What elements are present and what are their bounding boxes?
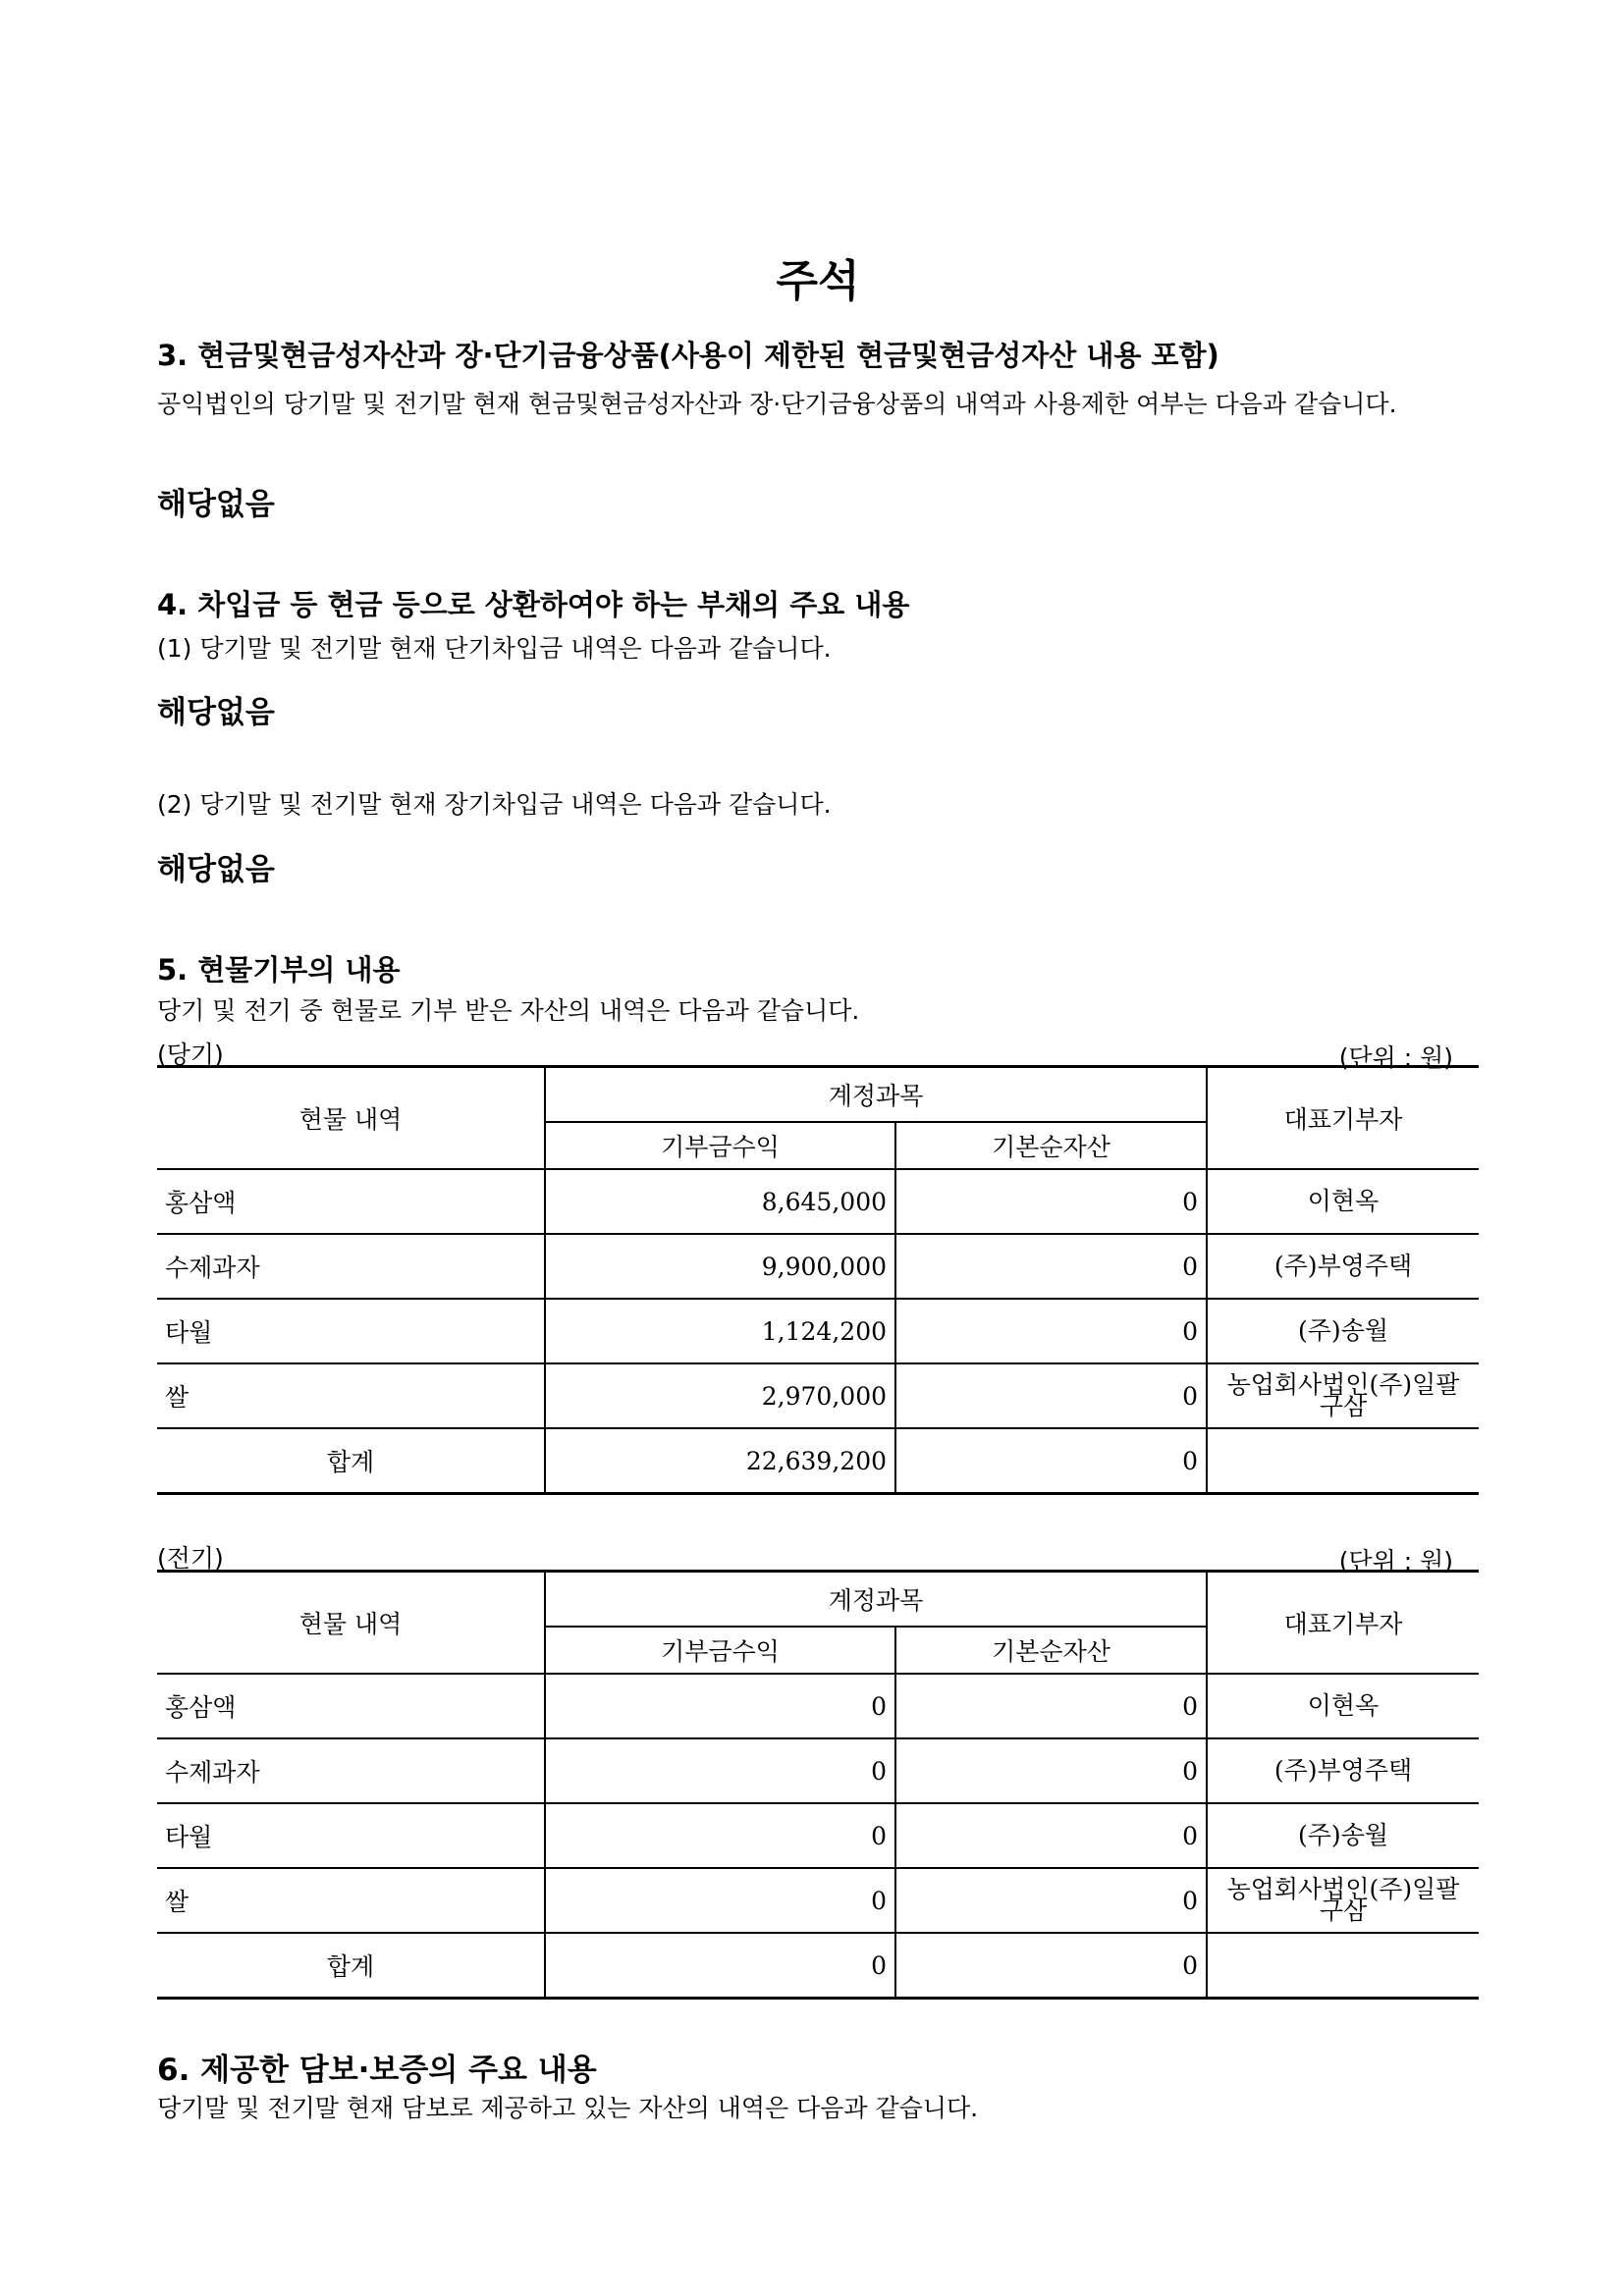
cell-income: 9,900,000 xyxy=(545,1234,895,1299)
total-row xyxy=(157,1428,1479,1494)
page-title: 주석 xyxy=(776,256,860,306)
cell-net: 0 xyxy=(895,1299,1207,1363)
cell-total-income: 22,639,200 xyxy=(545,1428,895,1494)
header-donation-income: 기부금수익 xyxy=(545,1122,895,1169)
cell-item: 쌀 xyxy=(157,1363,545,1428)
cell-item: 타월 xyxy=(157,1299,545,1363)
table-row xyxy=(157,1169,1479,1234)
cell-total-donor xyxy=(1207,1428,1479,1494)
header-item: 현물 내역 xyxy=(157,1572,545,1675)
section-3-body: 공익법인의 당기말 및 전기말 현재 현금및현금성자산과 장·단기금융상품의 내역과 사용제한 여부는 다음과 같습니다. xyxy=(157,390,1397,418)
cell-item: 쌀 xyxy=(157,1868,545,1933)
prior-period-label: (전기) xyxy=(157,1544,224,1573)
cell-net: 0 xyxy=(895,1234,1207,1299)
header-donor: 대표기부자 xyxy=(1207,1572,1479,1675)
section-4-item-1-not-applicable: 해당없음 xyxy=(157,695,275,730)
cell-donor: (주)송월 xyxy=(1207,1299,1479,1363)
cell-total-income: 0 xyxy=(545,1933,895,1999)
current-unit-label: (단위 : 원) xyxy=(1338,1043,1453,1072)
section-4-item-1: (1) 당기말 및 전기말 현재 단기차입금 내역은 다음과 같습니다. xyxy=(157,634,832,663)
header-donor: 대표기부자 xyxy=(1207,1067,1479,1170)
table-row xyxy=(157,1868,1479,1933)
cell-income: 0 xyxy=(545,1803,895,1868)
section-5-body: 당기 및 전기 중 현물로 기부 받은 자산의 내역은 다음과 같습니다. xyxy=(157,996,860,1025)
cell-net: 0 xyxy=(895,1674,1207,1738)
header-basic-net-assets: 기본순자산 xyxy=(895,1627,1207,1674)
cell-income: 1,124,200 xyxy=(545,1299,895,1363)
section-6-heading: 6. 제공한 담보·보증의 주요 내용 xyxy=(157,2053,597,2088)
cell-donor: 이현옥 xyxy=(1207,1169,1479,1234)
cell-donor: (주)부영주택 xyxy=(1207,1234,1479,1299)
header-account: 계정과목 xyxy=(545,1067,1207,1123)
cell-income: 8,645,000 xyxy=(545,1169,895,1234)
table-row xyxy=(157,1738,1479,1803)
cell-income: 0 xyxy=(545,1868,895,1933)
section-3-heading: 3. 현금및현금성자산과 장·단기금융상품(사용이 제한된 현금및현금성자산 내용 포함) xyxy=(157,339,1219,372)
table-row xyxy=(157,1234,1479,1299)
cell-income: 0 xyxy=(545,1674,895,1738)
cell-net: 0 xyxy=(895,1868,1207,1933)
table-row xyxy=(157,1299,1479,1363)
cell-total-net: 0 xyxy=(895,1428,1207,1494)
section-6-body: 당기말 및 전기말 현재 담보로 제공하고 있는 자산의 내역은 다음과 같습니다. xyxy=(157,2094,979,2122)
cell-donor: 농업회사법인(주)일팔구삼 xyxy=(1207,1363,1479,1428)
cell-donor: (주)부영주택 xyxy=(1207,1738,1479,1803)
prior-unit-label: (단위 : 원) xyxy=(1338,1547,1453,1575)
cell-item: 타월 xyxy=(157,1803,545,1868)
cell-item: 홍삼액 xyxy=(157,1674,545,1738)
cell-total-donor xyxy=(1207,1933,1479,1999)
cell-total-net: 0 xyxy=(895,1933,1207,1999)
cell-net: 0 xyxy=(895,1169,1207,1234)
prior-inkind-table xyxy=(157,1570,1479,2000)
section-5-heading: 5. 현물기부의 내용 xyxy=(157,953,401,987)
total-row xyxy=(157,1933,1479,1999)
table-row xyxy=(157,1803,1479,1868)
cell-donor: 농업회사법인(주)일팔구삼 xyxy=(1207,1868,1479,1933)
cell-donor: 이현옥 xyxy=(1207,1674,1479,1738)
section-4-item-2-not-applicable: 해당없음 xyxy=(157,852,275,887)
table-row xyxy=(157,1363,1479,1428)
table-row xyxy=(157,1674,1479,1738)
current-period-label: (당기) xyxy=(157,1041,224,1069)
cell-item: 수제과자 xyxy=(157,1234,545,1299)
cell-income: 2,970,000 xyxy=(545,1363,895,1428)
header-basic-net-assets: 기본순자산 xyxy=(895,1122,1207,1169)
section-4-heading: 4. 차입금 등 현금 등으로 상환하여야 하는 부채의 주요 내용 xyxy=(157,588,910,621)
header-account: 계정과목 xyxy=(545,1572,1207,1628)
cell-net: 0 xyxy=(895,1803,1207,1868)
cell-total-label: 합계 xyxy=(157,1933,545,1999)
current-inkind-table xyxy=(157,1065,1479,1495)
cell-donor: (주)송월 xyxy=(1207,1803,1479,1868)
cell-item: 수제과자 xyxy=(157,1738,545,1803)
cell-net: 0 xyxy=(895,1363,1207,1428)
cell-item: 홍삼액 xyxy=(157,1169,545,1234)
header-donation-income: 기부금수익 xyxy=(545,1627,895,1674)
section-3-not-applicable: 해당없음 xyxy=(157,487,275,522)
cell-net: 0 xyxy=(895,1738,1207,1803)
cell-total-label: 합계 xyxy=(157,1428,545,1494)
header-item: 현물 내역 xyxy=(157,1067,545,1170)
section-4-item-2: (2) 당기말 및 전기말 현재 장기차입금 내역은 다음과 같습니다. xyxy=(157,790,832,819)
cell-income: 0 xyxy=(545,1738,895,1803)
